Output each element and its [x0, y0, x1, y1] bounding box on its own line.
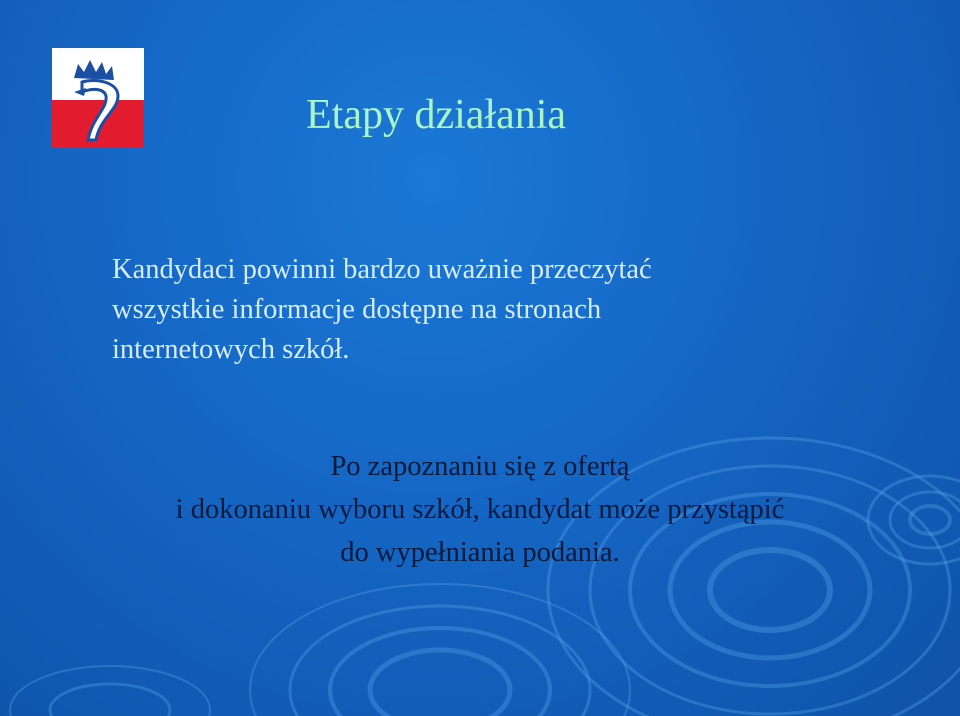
- intro-line: Kandydaci powinni bardzo uważnie przeczytać: [112, 254, 652, 285]
- intro-line: wszystkie informacje dostępne na stronach: [112, 294, 602, 325]
- outro-paragraph: [60, 445, 900, 574]
- intro-line: internetowych szkół.: [112, 334, 350, 365]
- outro-line: do wypełniania podania.: [340, 537, 620, 568]
- slide-title: Etapy działania: [306, 92, 567, 138]
- intro-paragraph: [112, 250, 812, 370]
- outro-line: Po zapoznaniu się z ofertą: [330, 451, 630, 482]
- szczecin-gryf-logo-icon: [52, 48, 144, 148]
- outro-line: i dokonaniu wyboru szkół, kandydat może przystąpić: [175, 494, 785, 525]
